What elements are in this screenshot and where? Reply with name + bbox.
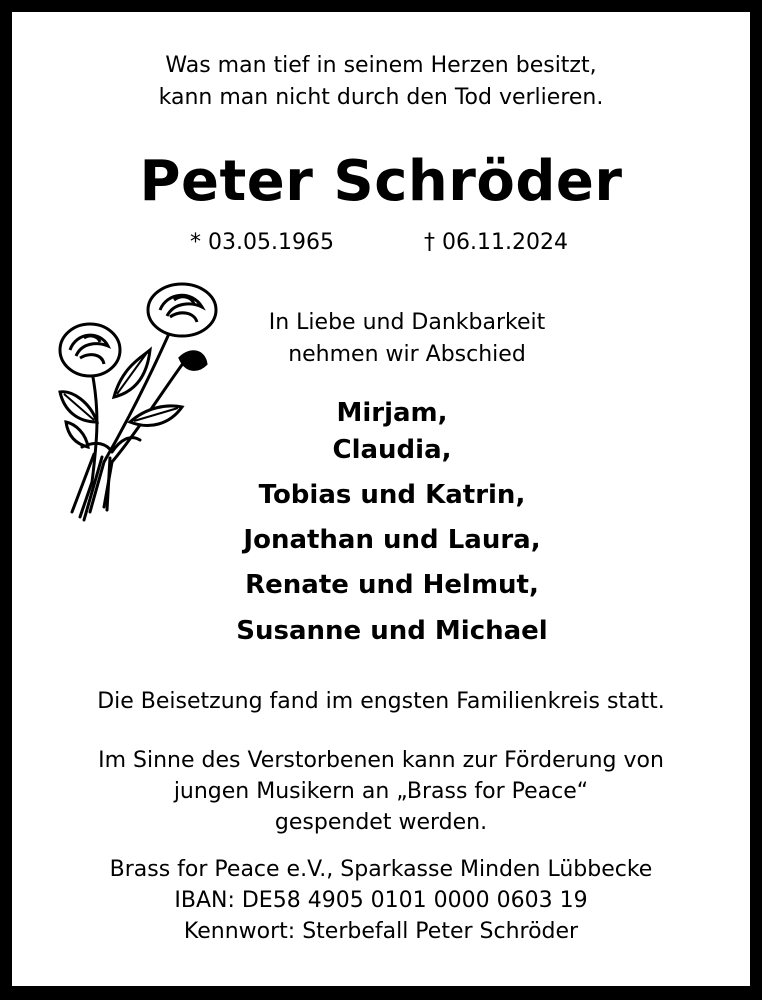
keyword-line: Kennwort: Sterbefall Peter Schröder [183, 919, 579, 944]
quote-line-1: Was man tief in seinem Herzen besitzt, [165, 53, 597, 78]
bank-line-1: Brass for Peace e.V., Sparkasse Minden Lübbecke [109, 857, 653, 882]
donation-line-3: gespendet werden. [274, 810, 488, 835]
mourner-name: Claudia, [332, 435, 452, 465]
farewell-line-2: nehmen wir Abschied [288, 342, 526, 367]
birth-date: * 03.05.1965 [190, 230, 334, 255]
quote-line-2: kann man nicht durch den Tod verlieren. [158, 85, 604, 110]
donation-line-2: jungen Musikern an „Brass for Peace“ [173, 779, 589, 804]
burial-note: Die Beisetzung fand im engsten Familienkreis statt. [97, 689, 665, 714]
mourner-name: Jonathan und Laura, [243, 525, 541, 555]
obituary-card [12, 12, 750, 986]
deceased-name: Peter Schröder [139, 149, 623, 214]
mourner-name: Renate und Helmut, [245, 570, 539, 600]
death-date: † 06.11.2024 [424, 230, 568, 255]
mourner-name: Susanne und Michael [236, 616, 548, 646]
farewell-line-1: In Liebe und Dankbarkeit [268, 310, 546, 335]
mourner-name: Mirjam, [336, 398, 448, 428]
mourner-name: Tobias und Katrin, [258, 480, 526, 510]
iban-line: IBAN: DE58 4905 0101 0000 0603 19 [174, 888, 588, 913]
donation-line-1: Im Sinne des Verstorbenen kann zur Förderung von [98, 748, 664, 773]
